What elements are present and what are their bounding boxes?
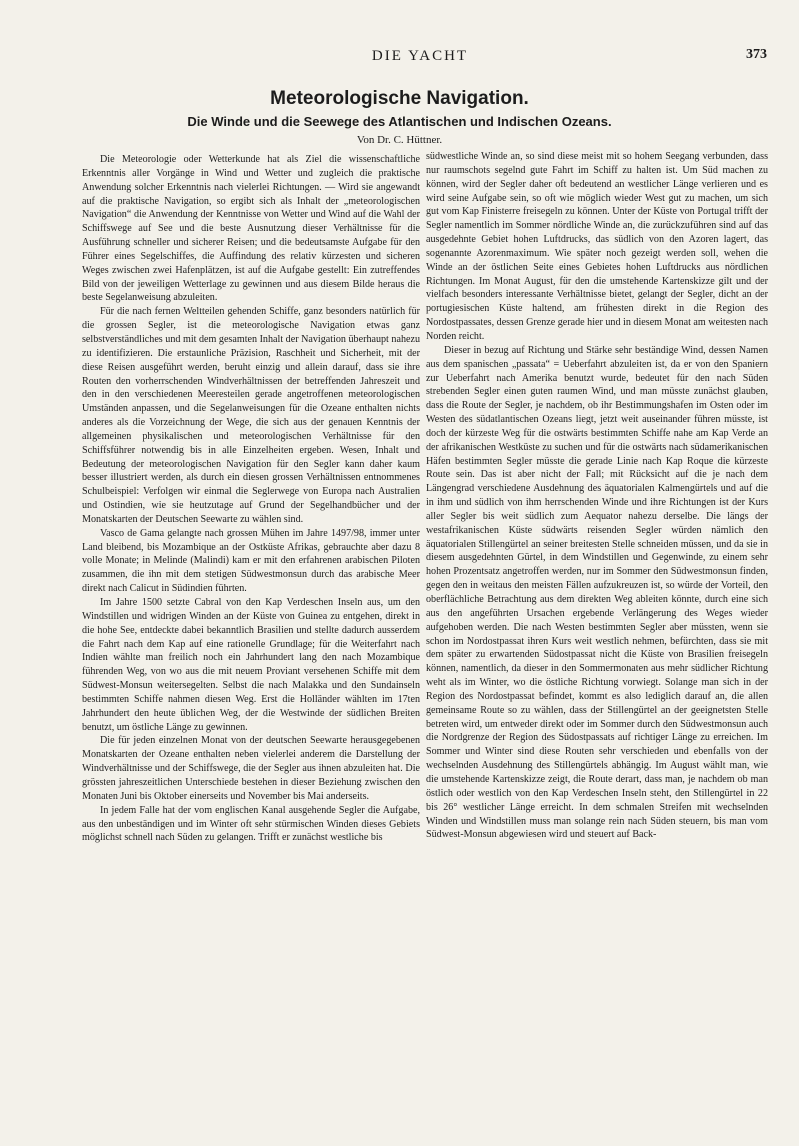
article-byline: Von Dr. C. Hüttner. [356, 134, 443, 146]
paragraph: Die für jeden einzelnen Monat von der deutschen Seewarte herausgegebenen Monatskarten der Ozeane enthalten neben vielerlei anderem die Darstellung der Windverhältnisse und der Schiffswege, die der Segler aus ihnen abzuleiten hat. Die grössten jahreszeitlichen Unterschiede bestehen in dieser Beziehung zwischen den Monaten Juni bis Oktober einerseits und November bis Mai anderseits. [82, 735, 420, 802]
left-column [82, 153, 420, 845]
article-subtitle: Die Winde und die Seewege des Atlantischen und Indischen Ozeans. [187, 114, 612, 129]
right-column [426, 150, 768, 842]
paragraph: Die Meteorologie oder Wetterkunde hat als Ziel die wissenschaftliche Erkenntnis aller Vorgänge in Wind und Wetter und zugleich die praktische Anwendung solcher Erkenntnis nach vielerlei Richtungen. — Wird sie angewandt auf die praktische Navigation, so ergibt sich als Inhalt der „meteorologischen Navigation“ die Anwendung der Kenntnisse von Wetter und Wind auf die Wahl der Schiffswege auf See und die beste Ausnutzung dieser Verhältnisse für die Ausführung schneller und sicherer Reisen; und die bedeutsamste Aufgabe für den Führer eines Segelschiffes, die Auffindung des relativ kürzesten und sicheren Weges zwischen zwei Hafenplätzen, ist auf die Aufgabe gestellt: Ein zutreffendes Bild von der jeweiligen Wetterlage zu gewinnen und aus diesem Bilde heraus die beste Segelanweisung abzuleiten. [82, 154, 420, 304]
paragraph: Vasco de Gama gelangte nach grossen Mühen im Jahre 1497/98, immer unter Land bleibend, bis Mozambique an der Ostküste Afrikas, gebrauchte aber dazu 8 volle Monate; in Melinde (Malindi) kam er mit den erfahrenen arabischen Piloten zusammen, die ihn mit dem stetigen Südwestmonsun durch das arabische Meer direkt nach Calicut in Südindien führten. [82, 527, 420, 595]
paragraph: Für die nach fernen Weltteilen gehenden Schiffe, ganz besonders natürlich für die grossen Segler, ist die meteorologische Navigation etwas ganz selbstverständliches und mit dem gesamten Inhalt der Navigation überhaupt nahezu zu identifizieren. Die erstaunliche Präzision, Raschheit und Sicherheit, mit der diese Reisen ausgeführt werden, beruht einzig und allein darauf, dass sie ihre Routen den vorherrschenden Windverhältnissen der betreffenden Jahreszeit und den in den verschiedenen Meeresteilen gerade angetroffenen meteorologischen Umständen anpassen, und die Segelanweisungen für die Ozeane enthalten nichts anderes als die Vorzeichnung der Wege, die sich aus der genauen Kenntnis der allgemeinen physikalischen und meteorologischen Verhältnisse für den Schiffsführer notwendig bis in alle Einzelheiten ergeben. Wesen, Inhalt und Bedeutung der meteorologischen Navigation für den Segler kann daher kaum besser illustriert werden, als durch ein diesen grossen Verhältnissen entnommenes Schulbeispiel: Verfolgen wir einmal die Seglerwege von Europa nach Australien und Ostindien, wie sie heutzutage auf Grund der Segelhandbücher und der Monatskarten der Deutschen Seewarte zu wählen sind. [82, 306, 420, 525]
running-head: DIE YACHT [371, 48, 469, 64]
paragraph: In jedem Falle hat der vom englischen Kanal ausgehende Segler die Aufgabe, aus den unbeständigen und im Winter oft sehr stürmischen Winden dieses Gebiets möglichst schnell nach Süden zu gelangen. Trifft er zunächst westliche bis [82, 804, 420, 844]
paragraph: südwestliche Winde an, so sind diese meist mit so hohem Seegang verbunden, dass nur raumschots segelnd gute Fahrt im Schiff zu halten ist. Um Süd machen zu können, wird der Segler daher oft bedeutend an westlicher Länge verlieren und es wird seine Aufgabe sein, so oft wie möglich wieder West gut zu machen, um sich gut vom Kap Finisterre freisegeln zu können. Unter der Küste von Portugal trifft der Segler namentlich im Sommer nördliche Winde an, die zurückzuführen sind auf das ausgedehnte Gebiet hohen Luftdrucks, das südlich von den Azoren lagert, das sogenannte Azorenmaximum. Wie später noch gezeigt werden soll, wehen die Winde an der östlichen Seite eines Gebietes hohen Luftdrucks aus nördlichen Richtungen. Im Monat August, für den die umstehende Kartenskizze gilt und der vielfach besonders interessante Verhältnisse bietet, gelangt der Segler, dicht an der portugiesischen Küste haltend, am frühesten direkt in die Region des Nordostpassates, dessen Grenze gerade hier und in diesem Monat am weitesten nach Norden reicht. [426, 151, 768, 342]
paragraph: Im Jahre 1500 setzte Cabral von den Kap Verdeschen Inseln aus, um den Windstillen und widrigen Winden an der Küste von Guinea zu entgehen, direkt in die hohe See, entdeckte dabei bekanntlich Brasilien und stellte dadurch ausserdem die Fahrt nach dem Kap auf eine rationelle Grundlage; für die Weiterfahrt nach Indien wählte man freilich noch ein Jahrhundert lang den nach Mozambique führenden Weg, von wo aus die mit neuem Proviant versehenen Schiffe mit dem Südwest-Monsun weitersegelten. Selbst die nach Malakka und den Sundainseln bestimmten Schiffe nahmen diesen Weg. Erst die Holländer wählten im 17ten Jahrhundert den heute üblichen Weg, der die Westwinde der südlichen Breiten benutzt, um östliche Länge zu gewinnen. [82, 597, 420, 733]
article-title: Meteorologische Navigation. [270, 88, 529, 109]
paragraph: Dieser in bezug auf Richtung und Stärke sehr beständige Wind, dessen Namen aus dem spanischen „passata“ = Ueberfahrt abzuleiten ist, da er von den Spaniern zur Ueberfahrt nach Amerika benutzt wurde, bedeutet für den nach Süden strebenden Segler einen guten raumen Wind, und man müsste zunächst glauben, dass die Route der Segler, je nachdem, ob ihr Bestimmungshafen im Osten oder im Westen des südatlantischen Ozeans liegt, jetzt weit auseinander führen müsste, ist doch der kürzeste Weg für die ostwärts bestimmten Schiffe nahe am Kap Verde an der afrikanischen Westküste zu suchen und für die ostwärts nach südamerikanischen Häfen bestimmten Segler müsste die gerade Linie nach Kap Roque die kürzeste Route sein. Das ist aber nicht der Fall; mit Rücksicht auf die je nach dem Längengrad verschiedene Ausdehnung des äquatorialen Kalmengürtels und auf die in ihm und südlich von ihm herrschenden Winde und ihre Richtungen ist der Kurs aller Segler bis weit südlich zum Aequator nahezu derselbe. Die längs der westafrikanischen Küste südwärts reisenden Segler würden nämlich den äquatorialen Stillengürtel an seiner breitesten Stelle schneiden müssen, und da sie in diesem ausgedehnten Gürtel, in dem Windstillen und Gegenwinde, zu einem sehr hohen Prozentsatz angetroffen werden, nur im Sommer den Südwestmonsun finden, gegen den in weitaus den meisten Fällen aufzukreuzen ist, so würde der Vorteil, den oberflächliche Betrachtung aus dem direkten Weg ableiten könnte, durch eine sich aus den angeführten Ursachen ergebende Verlängerung des Weges wieder aufgehoben werden. Die nach Westen bestimmten Segler aber müssten, wenn sie schon im Nordostpassat ihren Kurs weit westlich nehmen, befürchten, dass sie mit dem später zu erwartenden Südostpassat nicht die Küste von Brasilien freisegeln können, namentlich, da dieser in den Sommermonaten aus mehr südlicher Richtung weht als im Winter, wo die östliche Richtung vorwiegt. Solange man sich in der Region des Nordostpassat befindet, kommt es also lediglich darauf an, die allen gemeinsame Route so zu wählen, dass der Stillengürtel an der geeignetsten Stelle betreten wird, um entweder direkt oder im Sommer durch den Südwestmonsun auch die Nordgrenze der Region des Südostpassats auf richtiger Länge zu erreichen. Im Sommer und Winter sind diese Routen sehr verschieden und ebenfalls von der wechselnden Ausdehnung des Stillengürtels abhängig. Im August wählt man, wie die umstehende Kartenskizze zeigt, die Route derart, dass man, je nachdem ob man östlich oder westlich von den Kap Verdeschen Inseln steht, den Stillengürtel in 22 bis 26° westlicher Länge erreicht. In dem schmalen Streifen mit wechselnden Winden und Windstillen muss man solange rein nach Süden steuern, bis man vom Südwest-Monsun abgewiesen wird und steuert auf Back- [426, 344, 768, 841]
page-number: 373 [746, 47, 767, 62]
